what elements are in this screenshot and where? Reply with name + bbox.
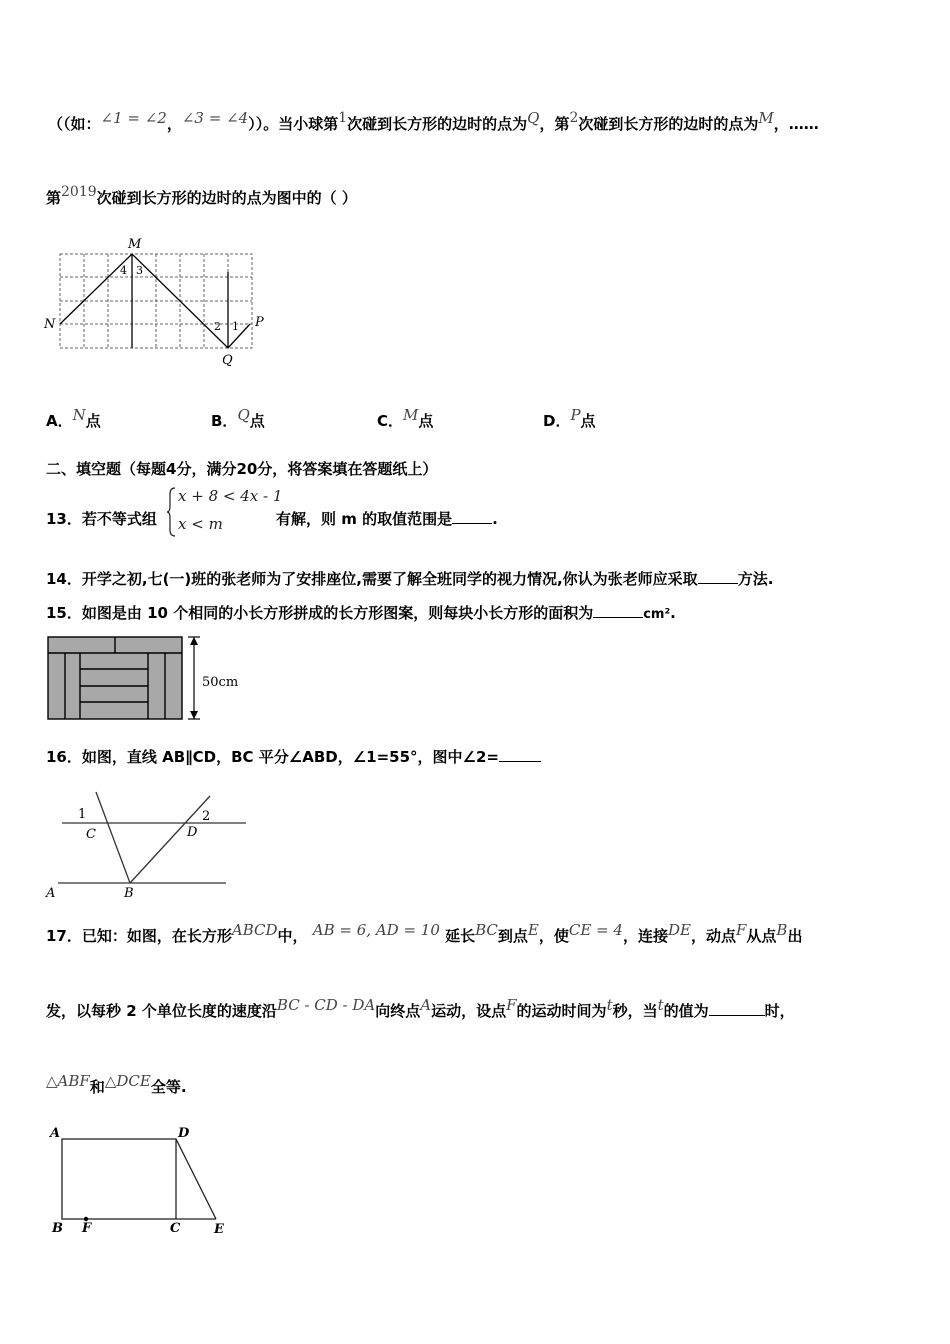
point-b-label: B: [52, 1221, 63, 1236]
question15: 15．如图是由 10 个相同的小长方形拼成的长方形图案，则每块小长方形的面积为 cm².: [46, 604, 676, 622]
option-d[interactable]: D．P点: [543, 406, 596, 430]
question12-line1: （（如：∠1 = ∠2，∠3 = ∠4））。当小球第1次碰到长方形的边时的点为Q，第2次碰到长方形的边时的点为M，……: [48, 109, 819, 133]
inequality-1: x + 8 < 4x - 1: [178, 487, 283, 505]
option-b[interactable]: B．Q点: [211, 406, 265, 430]
rectangle-abcd-figure: [44, 1120, 244, 1242]
point-n-label: N: [44, 317, 56, 332]
inequality-2: x < m: [178, 515, 223, 533]
question13-text: 有解，则 m 的取值范围是 .: [276, 510, 498, 528]
point-p-label: P: [255, 315, 264, 330]
point-c-label: C: [86, 827, 96, 842]
section-heading: 二、填空题（每题4分，满分20分，将答案填在答题纸上）: [46, 460, 438, 478]
angle-3-label: 3: [136, 264, 143, 277]
parallel-lines-figure: [44, 776, 254, 902]
point-d-label: D: [187, 825, 198, 840]
angle-1-label: 1: [78, 807, 87, 822]
point-m-label: M: [128, 237, 142, 252]
option-c[interactable]: C．M点: [377, 406, 434, 430]
answer-blank-13[interactable]: [452, 509, 492, 524]
angle-4-label: 4: [120, 264, 127, 277]
answer-blank-17[interactable]: [709, 1001, 765, 1016]
angle-2-label: 2: [214, 320, 221, 333]
point-c-label: C: [170, 1221, 181, 1236]
question17-line2: 发，以每秒 2 个单位长度的速度沿BC - CD - DA向终点A运动，设点F的运动时间为t秒，当t的值为 时，: [46, 996, 795, 1020]
point-e-label: E: [214, 1222, 224, 1237]
question17-line3: △ABF和△DCE全等.: [46, 1072, 187, 1096]
point-d-label: D: [178, 1126, 190, 1141]
system-brace: [166, 486, 178, 538]
height-label: 50cm: [202, 675, 239, 690]
point-a-label: A: [50, 1126, 61, 1141]
angle-1-label: 1: [232, 320, 239, 333]
question12-line2: 第2019次碰到长方形的边时的点为图中的（ ）: [46, 184, 357, 207]
answer-blank-15[interactable]: [593, 603, 643, 618]
angle-equality-2: ∠3 = ∠4: [181, 109, 249, 127]
grid-lines: [60, 254, 252, 348]
answer-blank-16[interactable]: [499, 747, 541, 762]
option-a[interactable]: A．N点: [46, 406, 101, 430]
rectangle-tiling-figure: [44, 634, 254, 724]
angle-2-label: 2: [202, 809, 211, 824]
point-f-label: F: [82, 1221, 92, 1236]
answer-blank-14[interactable]: [698, 569, 738, 584]
question16: 16．如图，直线 AB∥CD，BC 平分∠ABD，∠1=55°，图中∠2=: [46, 747, 541, 767]
question14: 14．开学之初,七(一)班的张老师为了安排座位,需要了解全班同学的视力情况,你认为张老师应采取 方法.: [46, 570, 774, 588]
point-a-label: A: [46, 886, 56, 901]
angle-equality-1: ∠1 = ∠2: [100, 109, 167, 127]
question17-line1: 17．已知：如图，在长方形ABCD中， AB = 6, AD = 10 延长BC到点E，使CE = 4，连接DE，动点F从点B出: [46, 921, 803, 945]
question13: 13．若不等式组: [46, 510, 157, 528]
billiard-grid-figure: [40, 232, 280, 372]
point-q-label: Q: [222, 353, 233, 368]
point-b-label: B: [124, 886, 134, 901]
